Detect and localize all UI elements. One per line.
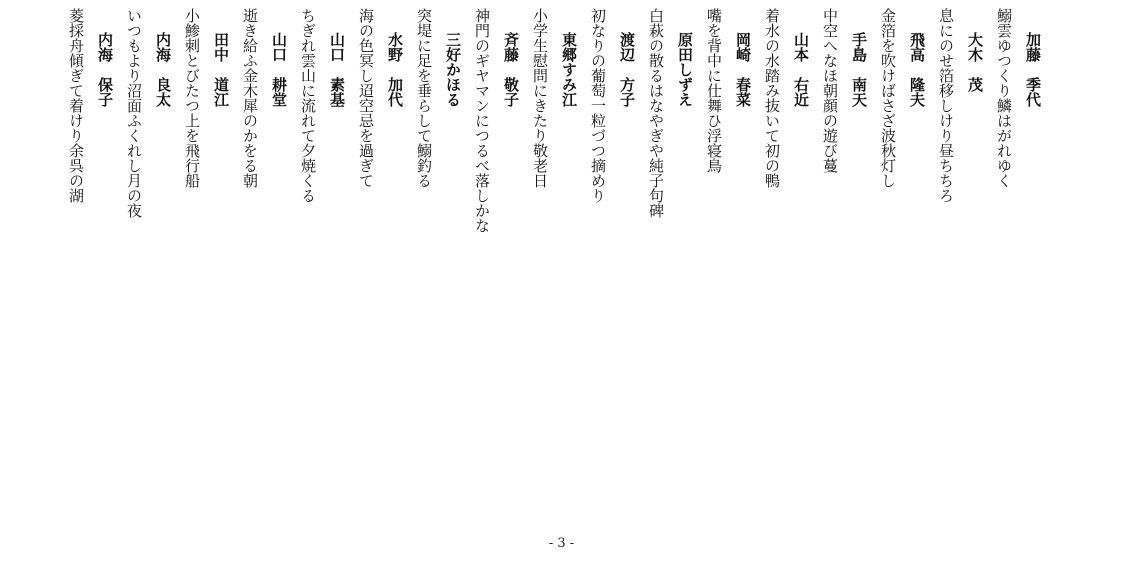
haiku-list <box>61 8 1047 328</box>
haiku-poem: 小学生慰問にきたり敬老日 <box>531 8 549 188</box>
haiku-entry <box>177 8 235 328</box>
haiku-entry <box>583 8 641 328</box>
haiku-author: 山口 素基 <box>328 32 346 107</box>
haiku-poem: いつもより沼面ふくれし月の夜 <box>125 8 143 218</box>
haiku-entry <box>525 8 583 328</box>
haiku-entry <box>931 8 989 328</box>
haiku-author: 斉藤 敬子 <box>502 32 520 107</box>
haiku-author: 内海 保子 <box>96 32 114 107</box>
haiku-entry <box>351 8 409 328</box>
haiku-entry <box>409 8 467 328</box>
haiku-entry <box>61 8 119 328</box>
haiku-entry <box>757 8 815 328</box>
haiku-author: 原田しずえ <box>676 32 694 107</box>
haiku-author: 内海 良太 <box>154 32 172 107</box>
haiku-entry <box>873 8 931 328</box>
haiku-author: 田中 道江 <box>212 32 230 107</box>
haiku-poem: 中空へなほ朝顔の遊び蔓 <box>821 8 839 173</box>
haiku-poem: 嘴を背中に仕舞ひ浮寝鳥 <box>705 8 723 173</box>
haiku-author: 東郷すみ江 <box>560 32 578 107</box>
haiku-poem: 白萩の散るはなやぎや純子句碑 <box>647 8 665 218</box>
haiku-poem: 鰯雲ゆつくり鱗はがれゆく <box>995 8 1013 188</box>
haiku-author: 手島 南天 <box>850 32 868 107</box>
haiku-author: 山本 右近 <box>792 32 810 107</box>
haiku-entry <box>989 8 1047 328</box>
haiku-author: 加藤 季代 <box>1024 32 1042 107</box>
haiku-poem: 小鯵刺とびたつ上を飛行船 <box>183 8 201 188</box>
haiku-poem: ちぎれ雲山に流れて夕焼くる <box>299 8 317 203</box>
haiku-entry <box>467 8 525 328</box>
haiku-entry <box>699 8 757 328</box>
haiku-entry <box>119 8 177 328</box>
haiku-author: 渡辺 方子 <box>618 32 636 107</box>
haiku-poem: 海の色冥し迢空忌を過ぎて <box>357 8 375 188</box>
haiku-author: 山口 耕堂 <box>270 32 288 107</box>
haiku-poem: 金箔を吹けばさざ波秋灯し <box>879 8 897 188</box>
page-number: - 3 - <box>548 536 575 551</box>
haiku-author: 大木 茂 <box>966 32 984 92</box>
haiku-poem: 息にのせ箔移しけり昼ちちろ <box>937 8 955 203</box>
haiku-poem: 初なりの葡萄一粒づつ摘めり <box>589 8 607 203</box>
haiku-author: 飛高 隆夫 <box>908 32 926 107</box>
haiku-poem: 逝き給ふ金木犀のかをる朝 <box>241 8 259 188</box>
haiku-poem: 神門のギヤマンにつるべ落しかな <box>473 8 491 233</box>
haiku-poem: 着水の水踏み抜いて初の鴨 <box>763 8 781 188</box>
haiku-author: 水野 加代 <box>386 32 404 107</box>
haiku-poem: 突堤に足を垂らして鰯釣る <box>415 8 433 188</box>
haiku-entry <box>815 8 873 328</box>
haiku-author: 三好かほる <box>444 32 462 107</box>
haiku-entry <box>235 8 293 328</box>
haiku-poem: 菱採舟傾ぎて着けり余呉の湖 <box>67 8 85 203</box>
haiku-entry <box>641 8 699 328</box>
haiku-author: 岡崎 春菜 <box>734 32 752 107</box>
haiku-entry <box>293 8 351 328</box>
